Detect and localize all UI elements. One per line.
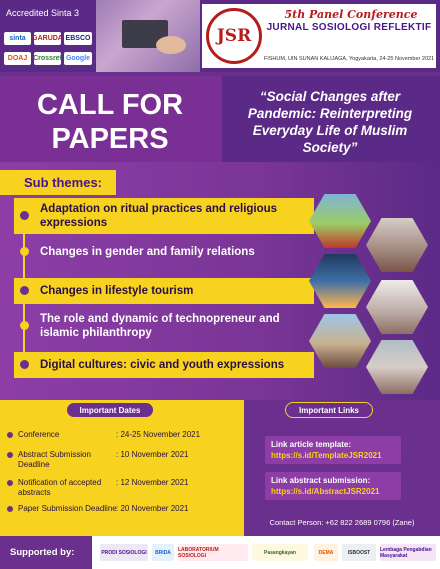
- template-link[interactable]: https://s.id/TemplateJSR2021: [271, 451, 382, 460]
- subtheme-item: [14, 352, 314, 378]
- call-for-papers-title: CALL FOR PAPERS: [36, 89, 184, 155]
- date-label: Abstract Submission Deadline: [18, 450, 91, 469]
- google-scholar-logo: Google: [64, 52, 92, 65]
- bullet-icon: [20, 247, 29, 256]
- pasangkayan-logo: Pasangkayan: [252, 544, 308, 561]
- date-label: Conference: [18, 430, 60, 439]
- date-value: : 12 November 2021: [116, 478, 189, 487]
- laptop-user-photo: [96, 0, 200, 72]
- important-links-panel: [244, 400, 440, 536]
- subthemes-label: Sub themes:: [0, 170, 116, 195]
- bullet-icon: [20, 286, 29, 295]
- supported-by-label: Supported by:: [0, 536, 92, 569]
- hand-image: [156, 36, 186, 54]
- important-dates-heading: Important Dates: [66, 402, 154, 418]
- jsr-seal-logo: [206, 8, 262, 64]
- doaj-logo: DOAJ: [4, 52, 31, 65]
- subtheme-item: [14, 238, 314, 266]
- bullet-icon: [7, 506, 13, 512]
- conference-edition: 5th Panel Conference: [284, 8, 418, 21]
- subtheme-item: [14, 308, 314, 344]
- subtheme-text: Digital cultures: civic and youth expressions: [40, 359, 285, 371]
- dema-logo: DEMA: [314, 544, 338, 561]
- bullet-icon: [20, 360, 29, 369]
- sinta-logo: sinta: [4, 32, 31, 45]
- subtheme-text: Changes in lifestyle tourism: [40, 285, 194, 297]
- journal-name: JURNAL SOSIOLOGI REFLEKTIF: [266, 22, 432, 33]
- abstract-link-label: Link abstract submission:: [271, 476, 371, 485]
- conference-theme: “Social Changes after Pandemic: Reinterpreting Everyday Life of Muslim Society”: [247, 89, 413, 155]
- seal-text: JSR: [216, 26, 252, 46]
- garuda-logo: GARUDA: [34, 32, 61, 45]
- bullet-icon: [7, 480, 13, 486]
- date-value: : 20 November 2021: [116, 504, 189, 513]
- contact-person: Contact Person: +62 822 2689 0796 (Zane): [269, 518, 415, 527]
- ebsco-logo: EBSCO: [64, 32, 92, 45]
- important-links-heading: Important Links: [285, 402, 373, 418]
- subtheme-text: Changes in gender and family relations: [40, 246, 255, 258]
- abstract-link[interactable]: https://s.id/AbstractJSR2021: [271, 487, 380, 496]
- date-label: Notification of accepted abstracts: [18, 478, 102, 497]
- subtheme-item: [14, 278, 314, 304]
- subtheme-item: [14, 198, 314, 234]
- bullet-icon: [20, 321, 29, 330]
- brida-logo: BRIDA: [152, 544, 174, 561]
- bullet-icon: [20, 211, 29, 220]
- lab-sosiologi-logo: LABORATORIUM SOSIOLOGI: [178, 544, 248, 561]
- subtheme-text: Adaptation on ritual practices and religious expressions: [40, 203, 278, 229]
- date-label: Paper Submission Deadline: [18, 504, 117, 513]
- template-link-label: Link article template:: [271, 440, 352, 449]
- lpm-logo: Lembaga Pengabdian Masyarakat: [380, 544, 436, 561]
- conference-place-date: FISHUM, UIN SUNAN KALIJAGA, Yogyakarta, 24-25 November 2021: [263, 56, 435, 62]
- prodi-sosiologi-logo: PRODI SOSIOLOGI: [100, 544, 148, 561]
- abstract-link-box[interactable]: [265, 472, 401, 500]
- date-value: : 10 November 2021: [116, 450, 189, 459]
- template-link-box[interactable]: [265, 436, 401, 464]
- bullet-icon: [7, 432, 13, 438]
- accreditation-label: Accredited Sinta 3: [6, 8, 80, 18]
- subtheme-text: The role and dynamic of technopreneur and islamic philanthropy: [40, 313, 280, 339]
- date-value: : 24-25 November 2021: [116, 430, 201, 439]
- bullet-icon: [7, 452, 13, 458]
- crossref-logo: Crossref: [34, 52, 61, 65]
- isboost-logo: ISBOOST: [342, 544, 376, 561]
